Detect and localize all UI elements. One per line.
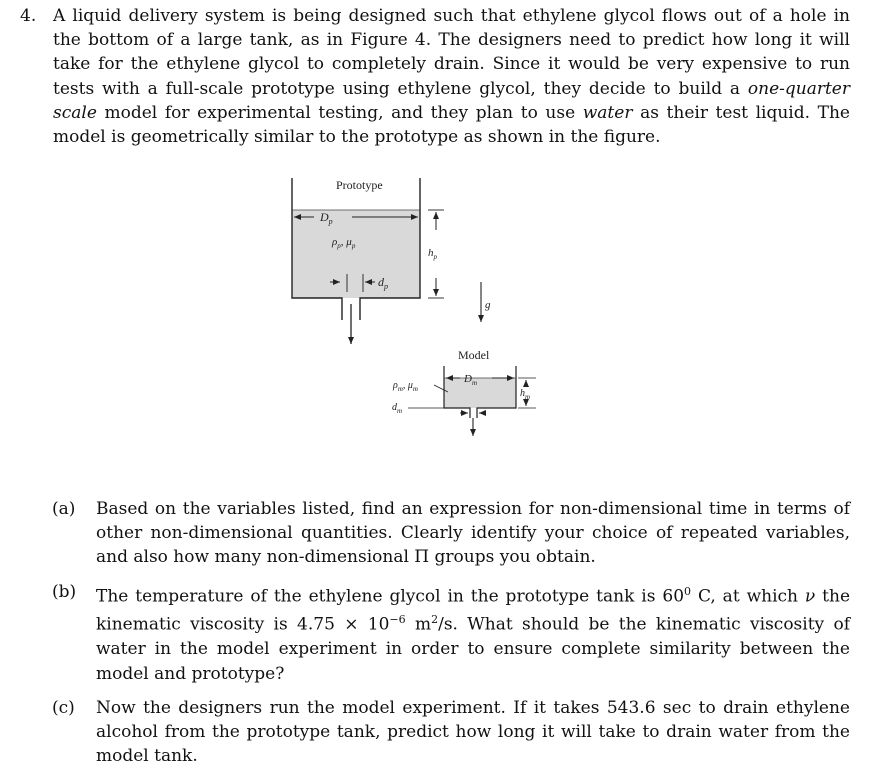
model-label: Model (458, 348, 490, 362)
question-parts (52, 497, 850, 778)
part-a-text: Based on the variables listed, find an expression for non-dimensional time in terms of other non-dimensional quantities. Clearly identify your choice of repeated variables, and also how many non-dimensional Π groups you obtain. (96, 499, 850, 568)
part-c-label: (c) (52, 697, 75, 718)
water-emphasis: water (582, 102, 633, 123)
g-label: g (485, 299, 491, 311)
problem-statement (20, 4, 850, 149)
Dm-label: $D_m$ (464, 373, 478, 387)
scale-emphasis: one-quarter scale (53, 78, 850, 123)
hp-label: $h_p$ (428, 247, 437, 261)
prototype-tank (292, 178, 444, 344)
part-a (52, 497, 850, 570)
rho-mu-m-label: $\rho_m$, $\mu_m$ (393, 380, 418, 393)
gravity-arrow (481, 282, 491, 322)
Dp-label: $D_p$ (320, 210, 333, 226)
figure-4 (280, 170, 540, 450)
problem-number: 4. (20, 6, 37, 26)
part-b: (b) The temperature of the ethylene glycol in the prototype tank is $60^0$ C, at which ν the kinematic viscosity is $4.75 \times 10^{-6}$ $m^2/s$. What should be the kinematic viscosity of water in the model experiment in order to ensure complete similarity between the model and prototype? (52, 581, 851, 684)
part-c-text: Now the designers run the model experiment. If it takes 543.6 sec to drain ethylene alcohol from the prototype tank, predict how long it will take to drain water from the model tank. (96, 697, 850, 767)
model-tank (392, 348, 536, 436)
hm-label: $h_m$ (520, 388, 531, 401)
part-a-label: (a) (52, 499, 76, 519)
part-b-label: (b) (52, 581, 77, 602)
prototype-label: Prototype (336, 178, 383, 192)
problem-stem: A liquid delivery system is being designed such that ethylene glycol flows out of a hole in the bottom of a large tank, as in Figure 4. The designers need to predict how long it will take for the ethylene glycol to completely drain. Since it would be very expensive to run tests with a full-scale prototype using ethylene glycol, they decide to build a one-quarter scale model for experimental testing, and they plan to use water as their test liquid. The model is geometrically similar to the prototype as shown in the figure. (53, 6, 850, 148)
part-c (52, 696, 850, 769)
tank-diagram (280, 170, 540, 450)
dm-label: $d_m$ (392, 402, 403, 415)
rho-mu-p-label: $\rho_p$, $\mu_p$ (332, 236, 356, 250)
dp-label: $d_p$ (378, 275, 388, 291)
